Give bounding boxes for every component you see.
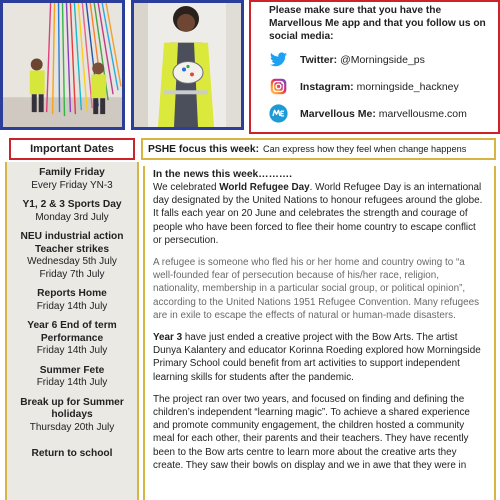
date-detail: Friday 14th July xyxy=(36,377,108,388)
marvellous-me-url[interactable]: marvellousme.com xyxy=(378,107,467,120)
date-item xyxy=(7,397,137,435)
news-heading: In the news this week………. xyxy=(153,169,293,180)
pshe-label: PSHE focus this week: xyxy=(148,143,260,155)
date-item xyxy=(7,167,137,192)
news-section xyxy=(143,166,496,500)
twitter-prefix: Twitter: xyxy=(300,53,341,66)
important-dates-title: Important Dates xyxy=(9,138,135,160)
date-item xyxy=(7,231,137,281)
date-detail: Wednesday 5th July xyxy=(27,256,117,267)
twitter-label xyxy=(300,54,425,66)
instagram-icon xyxy=(269,77,288,96)
social-media-panel xyxy=(249,0,500,134)
art-installation-image xyxy=(3,3,122,127)
news-bold-text: World Refugee Day xyxy=(219,182,310,193)
date-title: Return to school xyxy=(31,448,113,459)
date-title: Summer Fete xyxy=(39,364,105,376)
instagram-handle[interactable]: morningside_hackney xyxy=(356,80,459,93)
news-text: We celebrated xyxy=(153,182,220,193)
date-item xyxy=(7,448,137,461)
marvellous-me-label xyxy=(300,108,467,120)
date-title: Break up for Summer holidays xyxy=(20,396,124,420)
date-title: Family Friday xyxy=(39,167,105,178)
date-title: Year 6 End of term Performance xyxy=(27,320,117,344)
date-detail: Thursday 20th July xyxy=(29,421,115,433)
news-text: have just ended a creative project with the Bow Arts. The artist Dunya Kalantery and educator Korinna Roeding explored how Morningside Primary School could benefit from art activities to support independent learning skills for students after the pandemic. xyxy=(153,332,481,383)
twitter-icon xyxy=(269,50,288,69)
date-title: NEU industrial action Teacher strikes xyxy=(20,231,124,255)
date-item xyxy=(7,365,137,390)
photo-art-installation xyxy=(0,0,125,130)
child-with-bowl-image xyxy=(134,3,241,127)
pshe-text: Can express how they feel when change happens xyxy=(263,144,467,154)
date-detail: Friday 14th July xyxy=(36,300,108,312)
date-detail: Monday 3rd July xyxy=(35,211,109,223)
pshe-focus-bar xyxy=(141,138,496,160)
news-text: . World Refugee Day is an international day designated by the United Nations to honour refugees around the globe. It falls each year on 20 June and celebrates the strength and courage of people who have been forced to flee their home country to escape conflict or persecution. xyxy=(153,182,483,246)
date-title: Reports Home xyxy=(37,288,107,299)
instagram-row[interactable] xyxy=(269,76,490,97)
date-item xyxy=(7,288,137,313)
date-item xyxy=(7,199,137,224)
date-detail: Friday 7th July xyxy=(39,268,105,280)
news-paragraph-refugee-definition: A refugee is someone who fled his or her home and country owing to “a well-founded fear of persecution because of his/her race, religion, nationality, membership in a particular social group, or political opinion”, according to the United Nations 1951 Refugee Convention. Many refugees are in exile to escape the effects of natural or human-made disasters. xyxy=(153,257,480,321)
date-detail: Every Friday YN-3 xyxy=(31,179,113,191)
marvellous-me-icon xyxy=(269,104,288,123)
news-paragraph-refugee-day xyxy=(153,181,487,247)
instagram-label xyxy=(300,81,459,93)
photo-child-with-bowl xyxy=(131,0,244,130)
social-intro-text: Please make sure that you have the Marvellous Me app and that you follow us on social media: xyxy=(269,5,486,42)
marvellous-me-row[interactable] xyxy=(269,103,490,124)
twitter-handle[interactable]: @Morningside_ps xyxy=(340,53,425,66)
marvellous-me-prefix: Marvellous Me: xyxy=(300,107,379,120)
news-bold-text: Year 3 xyxy=(153,332,183,344)
date-title: Y1, 2 & 3 Sports Day xyxy=(22,199,122,210)
twitter-row[interactable] xyxy=(269,49,490,70)
date-detail: Friday 14th July xyxy=(36,345,108,356)
date-item xyxy=(7,320,137,358)
important-dates-sidebar xyxy=(5,162,139,500)
news-paragraph-project: The project ran over two years, and focused on finding and defining the children’s independent “learning magic”. To achieve a shared experience and promote community engagement, the children hosted a community meal for each other, their parents and their teachers. They have recently been to the Bow arts centre to learn more about the creative arts they create. They saw their bowls on display and we in awe that they were in xyxy=(153,393,470,471)
instagram-prefix: Instagram: xyxy=(300,80,357,93)
news-paragraph-year3 xyxy=(153,331,487,384)
